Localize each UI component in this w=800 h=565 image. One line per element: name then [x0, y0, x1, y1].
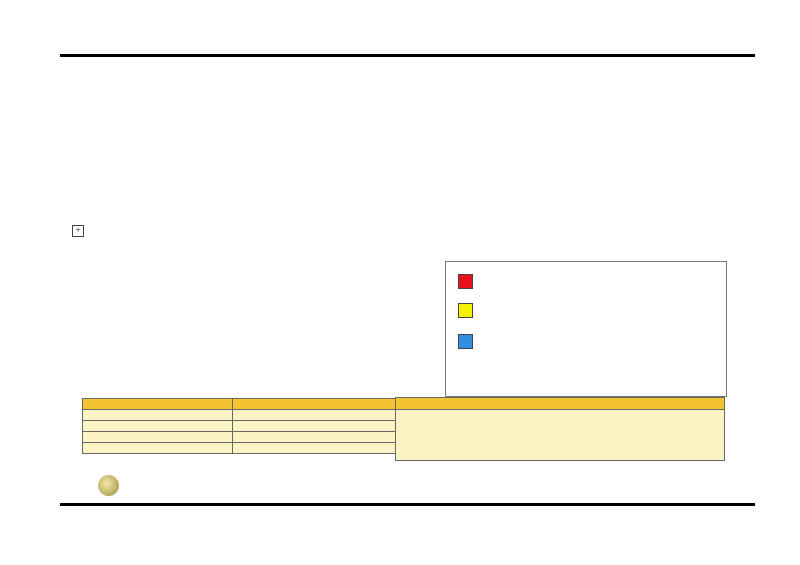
quarters-header [83, 399, 233, 410]
legend-weekend [458, 303, 485, 318]
move-handle-icon[interactable]: + [72, 225, 84, 237]
legend [445, 261, 727, 397]
vacation-header [233, 399, 398, 410]
holidays-box [395, 397, 725, 461]
quarter-1 [83, 410, 233, 421]
vacation-1 [233, 410, 398, 421]
vacation-4 [233, 443, 398, 454]
holidays-title [396, 398, 724, 410]
vacation-swatch [458, 334, 473, 349]
quarter-4 [83, 443, 233, 454]
author-logo-icon [98, 475, 119, 496]
quarter-3 [83, 432, 233, 443]
legend-holiday [458, 274, 485, 289]
quarters-table [82, 398, 398, 454]
vacation-2 [233, 421, 398, 432]
vacation-3 [233, 432, 398, 443]
holiday-swatch [458, 274, 473, 289]
quarter-2 [83, 421, 233, 432]
weekend-swatch [458, 303, 473, 318]
legend-vacation [458, 334, 497, 349]
calendar-sheet [60, 54, 755, 506]
